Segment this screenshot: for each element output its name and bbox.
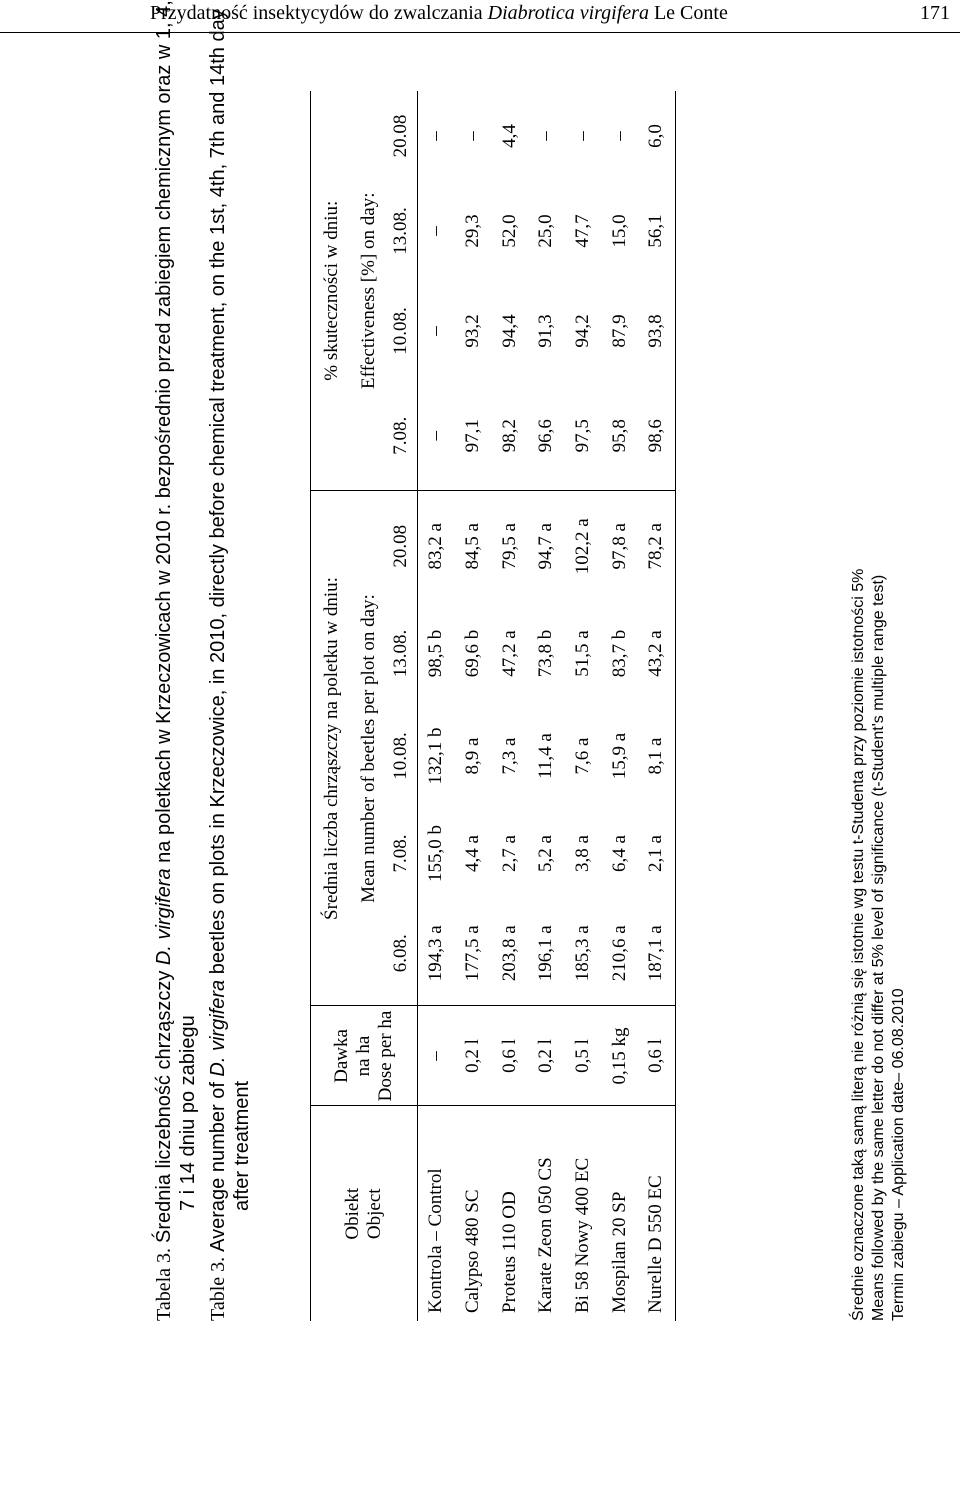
cell-mean: 78,2 a	[638, 491, 675, 601]
cell-mean: 2,1 a	[638, 806, 675, 901]
cell-mean: 6,4 a	[608, 835, 630, 872]
table-row	[601, 91, 638, 1321]
beetle-table	[310, 91, 676, 1321]
cell-effectiveness: 96,6	[528, 381, 565, 491]
cell-effectiveness: 87,9	[608, 314, 630, 348]
header-day: 13.08.	[385, 181, 418, 281]
header-day: 6.08.	[385, 901, 418, 1006]
header-dose-pl2: na ha	[353, 1035, 374, 1077]
running-title-species: Diabrotica virgifera	[487, 2, 649, 24]
cell-mean: 51,5 a	[572, 630, 594, 677]
cell-mean: 73,8 b	[535, 629, 557, 678]
cell-mean: 132,1 b	[425, 727, 447, 785]
cell-effectiveness: 4,4	[498, 124, 520, 148]
cell-effectiveness: –	[418, 381, 455, 491]
cell-dose: 0,2 l	[528, 1006, 565, 1106]
header-mean-en: Mean number of beetles per plot on day:	[353, 491, 385, 1006]
cell-mean: 83,2 a	[425, 523, 447, 570]
running-title-author: Le Conte	[648, 2, 728, 24]
cell-effectiveness: 93,8	[638, 281, 675, 381]
cell-object: Bi 58 Nowy 400 EC	[572, 1157, 594, 1313]
header-eff-group	[311, 91, 354, 491]
caption-pl-label: Tabela 3.	[153, 1242, 175, 1321]
cell-object: Proteus 110 OD	[498, 1191, 520, 1313]
cell-effectiveness: 94,2	[572, 314, 594, 348]
cell-mean: 69,6 b	[462, 629, 484, 678]
note-date: Termin zabiegu – Application date– 06.08.2010	[890, 988, 907, 1321]
cell-effectiveness: 91,3	[535, 314, 557, 348]
cell-mean: 7,3 a	[498, 737, 520, 775]
cell-effectiveness: 29,3	[462, 214, 484, 248]
cell-dose: 0,6 l	[638, 1006, 675, 1106]
cell-object: Kontrola – Control	[425, 1168, 447, 1313]
cell-object: Calypso 480 SC	[462, 1189, 484, 1313]
table-row	[418, 91, 455, 1321]
caption-en-line1	[206, 9, 230, 1321]
header-object-pl: Obiekt	[342, 1187, 363, 1240]
cell-dose: –	[418, 1006, 455, 1106]
caption-en-line2: after treatment	[231, 1080, 253, 1211]
cell-mean: 94,7 a	[535, 523, 557, 570]
cell-mean: 102,2 a	[572, 518, 594, 575]
cell-mean: 187,1 a	[638, 901, 675, 1006]
cell-mean: 15,9 a	[608, 732, 630, 780]
cell-object: Nurelle D 550 EC	[638, 1106, 675, 1321]
cell-effectiveness: 98,2	[491, 381, 528, 491]
header-object	[311, 1106, 418, 1321]
caption-en-label: Table 3.	[207, 1251, 229, 1321]
cell-effectiveness: –	[425, 226, 447, 236]
table-row	[638, 91, 675, 1321]
cell-effectiveness: 97,1	[455, 381, 492, 491]
caption-pl-line2: 7 i 14 dniu po zabiegu	[177, 1015, 199, 1211]
cell-mean: 8,1 a	[638, 706, 675, 806]
cell-effectiveness: 15,0	[608, 214, 630, 248]
cell-mean: 7,6 a	[572, 737, 594, 775]
cell-mean: 43,2 a	[638, 601, 675, 706]
cell-effectiveness: 25,0	[535, 214, 557, 248]
table-row	[455, 91, 492, 1321]
page-number: 171	[920, 2, 950, 24]
caption-en-species: D. virgifera	[207, 979, 229, 1077]
cell-mean: 5,2 a	[535, 835, 557, 872]
caption-pl-text-a: Średnia liczebność chrząszczy	[153, 965, 175, 1243]
cell-effectiveness: 56,1	[638, 181, 675, 281]
cell-object: Mospilan 20 SP	[608, 1191, 630, 1313]
cell-effectiveness: 95,8	[601, 381, 638, 491]
cell-mean: 84,5 a	[462, 523, 484, 570]
header-dose-pl1: Dawka	[331, 1029, 352, 1083]
cell-mean: 194,3 a	[418, 901, 455, 1006]
cell-mean: 47,2 a	[498, 630, 520, 677]
cell-mean: 3,8 a	[572, 835, 594, 872]
cell-mean: 8,9 a	[462, 737, 484, 775]
table-row	[528, 91, 565, 1321]
note-en: Means followed by the same letter do not differ at 5% level of significance (t-Student's multiple range test)	[870, 574, 887, 1321]
note-pl: Średnie oznaczone taką samą literą nie różnią się istotnie wg testu t-Studenta przy poziomie istotności 5%	[850, 568, 867, 1321]
cell-mean: 11,4 a	[535, 733, 557, 779]
cell-mean: 210,6 a	[601, 901, 638, 1006]
cell-effectiveness: 98,6	[638, 381, 675, 491]
header-mean-pl: Średnia liczba chrząszczy na poletku w dniu:	[321, 577, 342, 920]
header-day: 10.08.	[385, 706, 418, 806]
caption-en-text-b: beetles on plots in Krzeczowice, in 2010, directly before chemical treatment, on the 1st, 4th, 7th and 14th day	[207, 9, 229, 980]
cell-mean: 4,4 a	[462, 835, 484, 872]
caption-en-text-a: Average number of	[207, 1076, 229, 1252]
header-dose-en: Dose per ha	[375, 1010, 396, 1102]
cell-dose: 0,5 l	[565, 1006, 602, 1106]
header-day: 7.08.	[385, 806, 418, 901]
caption-pl-species: D. virgifera	[153, 868, 175, 966]
caption-pl-text-b: na poletkach w Krzeczowicach w 2010 r. bezpośrednio przed zabiegiem chemicznym oraz w 1, 4,	[153, 0, 175, 869]
cell-mean: 196,1 a	[528, 901, 565, 1006]
cell-mean: 83,7 b	[608, 629, 630, 678]
cell-effectiveness: –	[425, 131, 447, 141]
cell-dose: 0,15 kg	[601, 1006, 638, 1106]
cell-effectiveness: 47,7	[572, 214, 594, 248]
cell-dose: 0,2 l	[455, 1006, 492, 1106]
cell-mean: 203,8 a	[491, 901, 528, 1006]
cell-effectiveness: 6,0	[638, 91, 675, 181]
cell-effectiveness: 93,2	[462, 314, 484, 348]
cell-dose: 0,6 l	[491, 1006, 528, 1106]
header-eff-en: Effectiveness [%] on day:	[353, 91, 385, 491]
table-row	[491, 91, 528, 1321]
header-object-en: Object	[364, 1188, 385, 1240]
header-day: 7.08.	[385, 381, 418, 491]
cell-effectiveness: –	[608, 131, 630, 141]
table-body	[418, 91, 676, 1321]
header-day: 10.08.	[385, 281, 418, 381]
caption-pl-line1	[152, 0, 176, 1321]
cell-mean: 155,0 b	[425, 825, 447, 882]
cell-object: Karate Zeon 050 CS	[535, 1157, 557, 1313]
running-title-text: Przydatność insektycydów do zwalczania	[150, 2, 488, 24]
cell-effectiveness: –	[535, 131, 557, 141]
cell-mean: 177,5 a	[455, 901, 492, 1006]
cell-effectiveness: 97,5	[565, 381, 602, 491]
cell-mean: 98,5 b	[425, 629, 447, 678]
header-eff-pl: % skuteczności w dniu:	[321, 200, 342, 381]
table-row	[565, 91, 602, 1321]
header-mean-group	[311, 491, 354, 1006]
cell-mean: 79,5 a	[498, 523, 520, 570]
cell-mean: 2,7 a	[498, 835, 520, 872]
header-day: 20.08	[385, 491, 418, 601]
header-day: 13.08.	[385, 601, 418, 706]
cell-mean: 97,8 a	[608, 523, 630, 570]
cell-effectiveness: 52,0	[498, 214, 520, 248]
cell-mean: 185,3 a	[565, 901, 602, 1006]
cell-effectiveness: –	[462, 131, 484, 141]
header-day: 20.08	[385, 91, 418, 181]
cell-effectiveness: 94,4	[498, 314, 520, 348]
header-dose	[311, 1006, 418, 1106]
cell-effectiveness: –	[572, 131, 594, 141]
cell-effectiveness: –	[425, 326, 447, 336]
